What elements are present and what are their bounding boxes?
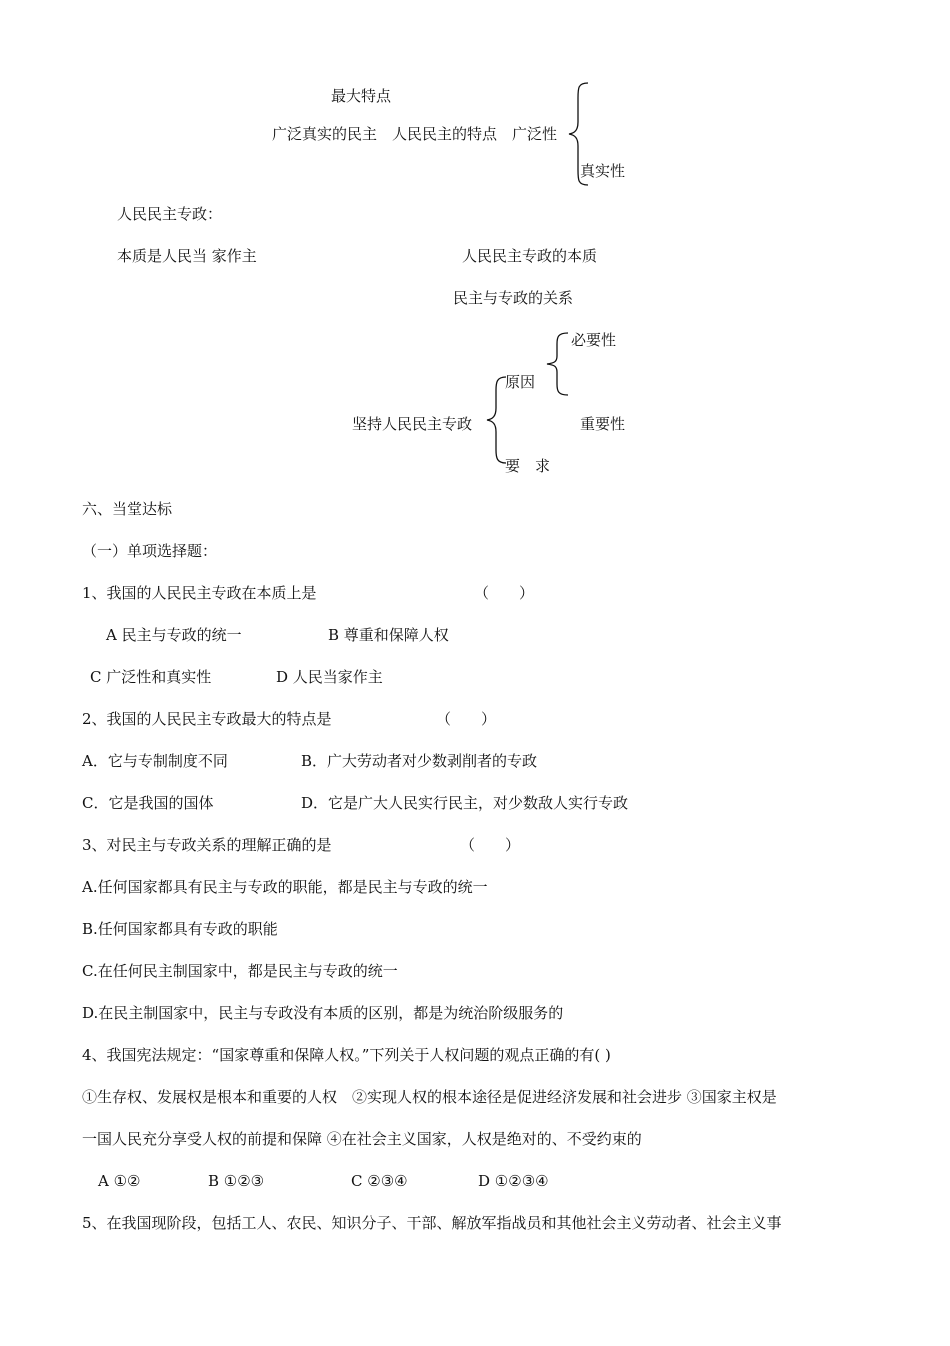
- brace-icon: [546, 332, 570, 396]
- rmzz-essence-left: 本质是人民当 家作主: [117, 247, 257, 265]
- q4-option-a: A ①②: [98, 1172, 141, 1190]
- q4-stem: 4、我国宪法规定：“国家尊重和保障人权。”下列关于人权问题的观点正确的有( ): [82, 1046, 611, 1064]
- brace-icon: [486, 376, 508, 464]
- rmzz-essence-right: 人民民主专政的本质: [462, 247, 598, 265]
- q1-option-d: D 人民当家作主: [276, 668, 383, 686]
- q1-option-b: B 尊重和保障人权: [328, 626, 449, 644]
- diagram2-importance: 重要性: [580, 415, 626, 433]
- q2-answer-paren: （ ）: [436, 710, 497, 728]
- q5-stem: 5、在我国现阶段，包括工人、农民、知识分子、干部、解放军指战员和其他社会主义劳动者、社会主义事: [82, 1214, 782, 1232]
- q3-option-b: B.任何国家都具有专政的职能: [82, 920, 278, 938]
- q4-statements-line1: ①生存权、发展权是根本和重要的人权 ②实现人权的根本途径是促进经济发展和社会进步 ③国家主权是: [82, 1088, 777, 1106]
- q2-option-c: C．它是我国的国体: [82, 794, 214, 812]
- q3-option-d: D.在民主制国家中，民主与专政没有本质的区别，都是为统治阶级服务的: [82, 1004, 564, 1022]
- q4-statements-line2: 一国人民充分享受人权的前提和保障 ④在社会主义国家，人权是绝对的、不受约束的: [82, 1130, 642, 1148]
- q4-option-c: C ②③④: [351, 1172, 408, 1190]
- q1-answer-paren: （ ）: [474, 584, 535, 602]
- q2-option-a: A．它与专制制度不同: [82, 752, 228, 770]
- diagram2-requirement: 要 求: [505, 457, 551, 475]
- brace-icon: [568, 82, 590, 186]
- q1-option-c: C 广泛性和真实性: [90, 668, 212, 686]
- rmzz-relation: 民主与专政的关系: [453, 289, 574, 307]
- q2-option-d: D．它是广大人民实行民主，对少数敌人实行专政: [301, 794, 629, 812]
- section6-sub: （一）单项选择题：: [82, 542, 218, 560]
- diagram1-middle: 广泛真实的民主 人民民主的特点 广泛性: [272, 125, 558, 143]
- section6-heading: 六、当堂达标: [82, 500, 173, 518]
- diagram1-top: 最大特点: [331, 87, 392, 105]
- rmzz-heading: 人民民主专政：: [117, 205, 223, 223]
- q2-option-b: B．广大劳动者对少数剥削者的专政: [301, 752, 538, 770]
- q3-option-a: A.任何国家都具有民主与专政的职能，都是民主与专政的统一: [82, 878, 488, 896]
- diagram2-necessity: 必要性: [571, 331, 617, 349]
- q3-answer-paren: （ ）: [460, 836, 521, 854]
- q4-option-b: B ①②③: [208, 1172, 265, 1190]
- q3-stem: 3、对民主与专政关系的理解正确的是: [82, 836, 332, 854]
- q1-option-a: A 民主与专政的统一: [106, 626, 242, 644]
- q2-stem: 2、我国的人民民主专政最大的特点是: [82, 710, 332, 728]
- q1-stem: 1、我国的人民民主专政在本质上是: [82, 584, 317, 602]
- diagram2-reason: 原因: [505, 373, 536, 391]
- q3-option-c: C.在任何民主制国家中，都是民主与专政的统一: [82, 962, 398, 980]
- q4-option-d: D ①②③④: [478, 1172, 549, 1190]
- diagram2-root: 坚持人民民主专政: [352, 415, 473, 433]
- diagram1-bottom: 真实性: [580, 162, 626, 180]
